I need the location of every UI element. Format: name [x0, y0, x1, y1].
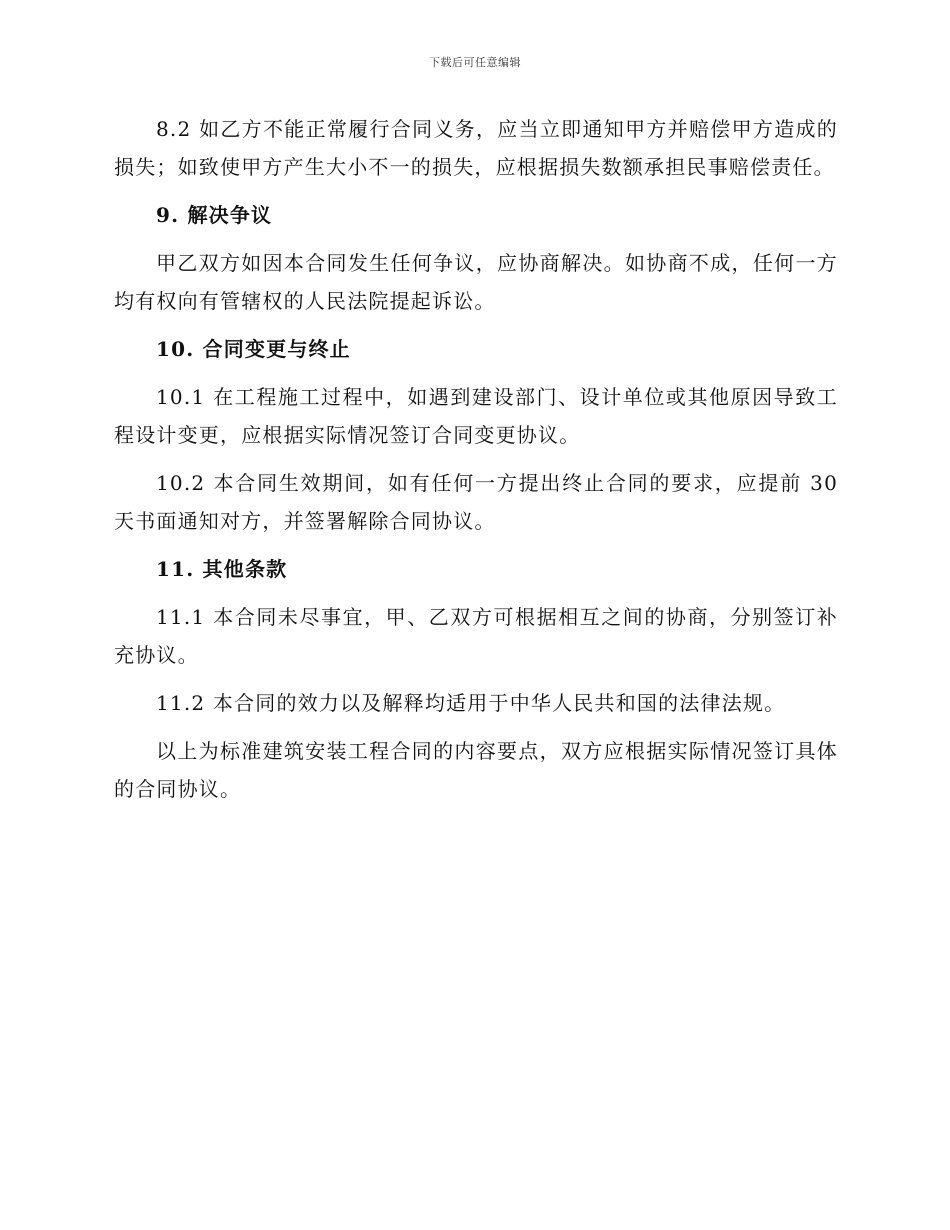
section-9-paragraph: 甲乙双方如因本合同发生任何争议，应协商解决。如协商不成，任何一方均有权向有管辖权的人民法院提起诉讼。: [114, 251, 838, 313]
document-body: [114, 110, 838, 818]
page-header: 下载后可任意编辑: [429, 56, 521, 69]
closing-paragraph: 以上为标准建筑安装工程合同的内容要点，双方应根据实际情况签订具体的合同协议。: [114, 739, 838, 801]
clause-11-2-paragraph: 11.2 本合同的效力以及解释均适用于中华人民共和国的法律法规。: [156, 691, 786, 715]
clause-11-1-paragraph: 11.1 本合同未尽事宜，甲、乙双方可根据相互之间的协商，分别签订补充协议。: [114, 605, 838, 667]
clause-10-2-paragraph: 10.2 本合同生效期间，如有任何一方提出终止合同的要求，应提前 30 天书面通知对方，并签署解除合同协议。: [114, 471, 838, 533]
clause-10-1-paragraph: 10.1 在工程施工过程中，如遇到建设部门、设计单位或其他原因导致工程设计变更，应根据实际情况签订合同变更协议。: [114, 385, 838, 447]
clause-8-2-paragraph: 8.2 如乙方不能正常履行合同义务，应当立即通知甲方并赔偿甲方造成的损失；如致使甲方产生大小不一的损失，应根据损失数额承担民事赔偿责任。: [114, 117, 838, 179]
section-9-heading: 9. 解决争议: [156, 203, 273, 227]
section-11-heading: 11. 其他条款: [156, 557, 288, 581]
section-10-heading: 10. 合同变更与终止: [156, 337, 351, 361]
